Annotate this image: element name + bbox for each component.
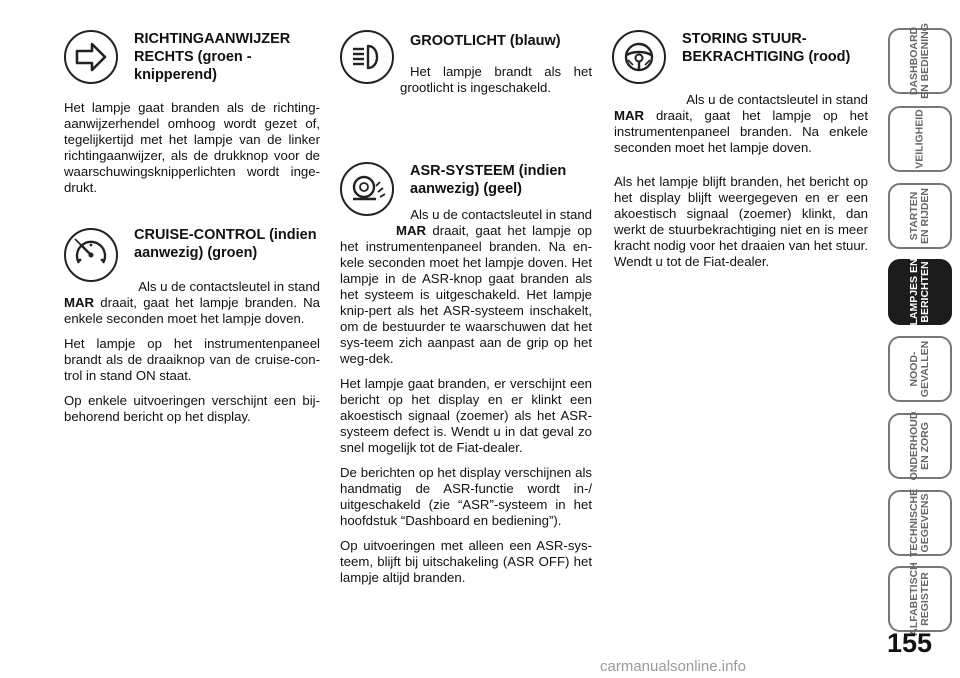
steering-wheel-icon <box>612 30 666 84</box>
asr-text-2: Het lampje gaat branden, er verschijnt een bericht op het display en er klinkt een akoestisch signaal (zoemer) als het ASR-systeem defect is. Wendt u in dat geval zo snel mogelijk tot de Fiat-dealer. <box>340 376 592 455</box>
turn-signal-section <box>64 100 320 205</box>
tab-register[interactable]: ALFABETISCH REGISTER <box>888 566 952 632</box>
asr-section <box>340 207 592 586</box>
steering-heading: STORING STUUR-BEKRACHTIGING (rood) <box>682 31 851 65</box>
cruise-control-text-1: Als u de contactsleutel in stand MAR draait, gaat het lampje branden. Na enkele seconden moet het lampje doven. <box>64 279 320 326</box>
turn-signal-heading: RICHTINGAANWIJZER RECHTS (groen - knipperend) <box>134 31 291 83</box>
cruise-control-text-2: Het lampje op het instrumentenpaneel brandt als de draaiknop van de cruise-con-trol in stand ON staat. <box>64 336 320 383</box>
tab-dashboard[interactable]: DASHBOARD EN BEDIENING <box>888 28 952 94</box>
asr-text-4: Op uitvoeringen met alleen een ASR-sys-teem, blijft bij uitschakeling (ASR OFF) het lampje altijd branden. <box>340 538 592 585</box>
high-beam-section <box>400 64 592 96</box>
watermark: carmanualsonline.info <box>600 658 746 675</box>
high-beam-text: Het lampje brandt als het grootlicht is ingeschakeld. <box>400 64 592 95</box>
page-number: 155 <box>887 628 933 658</box>
right-arrow-icon <box>64 30 118 84</box>
steering-text-1: Als u de contactsleutel in stand MAR draait, gaat het lampje op het instrumentenpaneel branden. Na enkele seconden moet het lampje doven. <box>614 92 868 155</box>
steering-text-2: Als het lampje blijft branden, het bericht op het display blijft weergegeven en er een akoestisch signaal (zoemer) klinkt, dan werkt de stuurbekrachtiging niet en is meer kracht nodig voor het draaien van het stuur. Wendt u tot de Fiat-dealer. <box>614 174 868 269</box>
tab-onderhoud[interactable]: ONDERHOUD EN ZORG <box>888 413 952 479</box>
asr-text-1: Als u de contactsleutel in stand MAR draait, gaat het lampje op het instrumentenpaneel branden. Na en-kele seconden moet het lampje doven. Het lampje in de ASR-knop gaat branden als het systeem is uitgeschakeld. Het lampje knip-pert als het ASR-systeem inschakelt, om de bestuurder te waarschuwen dat het sys-teem zich aanpast aan de grip op het weg-dek. <box>340 207 592 366</box>
tab-noodgevallen[interactable]: NOOD- GEVALLEN <box>888 336 952 402</box>
high-beam-heading: GROOTLICHT (blauw) <box>410 33 561 49</box>
high-beam-icon <box>340 30 394 84</box>
cruise-control-text-3: Op enkele uitvoeringen verschijnt een bij-behorend bericht op het display. <box>64 393 320 424</box>
turn-signal-text: Het lampje gaat branden als de richting-aanwijzerhendel omhoog wordt gezet of, tegelijkertijd met het lampje van de linker richtingaanwijzer, als de drukknop voor de waarschuwingsknipperlichten wordt inge-drukt. <box>64 100 320 195</box>
asr-text-3: De berichten op het display verschijnen als handmatig de ASR-functie wordt in-/ uitgeschakeld (zie “ASR”-systeem in het hoofdstuk “Dashboard en bediening”). <box>340 465 592 528</box>
speedometer-icon <box>64 228 118 282</box>
tab-starten[interactable]: STARTEN EN RIJDEN <box>888 183 952 249</box>
tab-technische[interactable]: TECHNISCHE GEGEVENS <box>888 490 952 556</box>
cruise-control-section <box>64 279 320 425</box>
tab-lampjes[interactable]: LAMPJES EN BERICHTEN <box>888 259 952 325</box>
asr-heading: ASR-SYSTEEM (indien aanwezig) (geel) <box>410 163 567 197</box>
steering-section <box>614 92 868 270</box>
tab-veiligheid[interactable]: VEILIGHEID <box>888 106 952 172</box>
cruise-control-heading: CRUISE-CONTROL (indien aanwezig) (groen) <box>134 227 317 261</box>
